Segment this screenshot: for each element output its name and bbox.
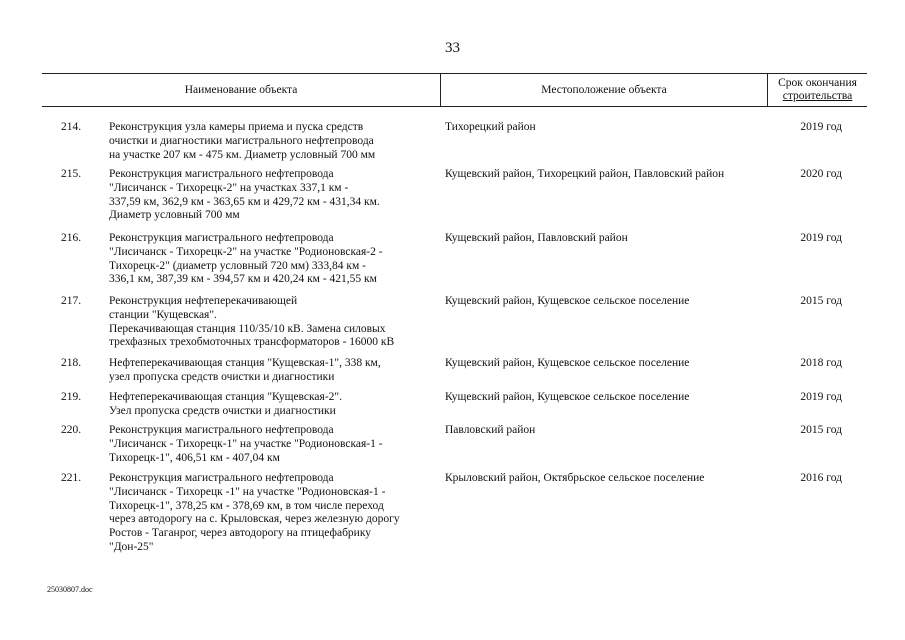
row-object-name-line: Нефтеперекачивающая станция "Кущевская-1", 338 км, bbox=[109, 357, 381, 369]
row-number: 218. bbox=[61, 357, 82, 369]
row-object-name-line: "Лисичанск - Тихорецк-2" на участке "Родионовская-2 - bbox=[109, 245, 383, 258]
row-number: 220. bbox=[61, 424, 82, 436]
row-object-name bbox=[109, 424, 439, 465]
row-object-name bbox=[109, 472, 439, 555]
row-object-name-line: "Лисичанск - Тихорецк-2" на участках 337,1 км - bbox=[109, 181, 349, 194]
row-object-name bbox=[109, 168, 439, 223]
row-object-name-line: 337,59 км, 362,9 км - 363,65 км и 429,72 км - 431,34 км. bbox=[109, 195, 380, 208]
row-object-name-line: трехфазных трехобмоточных трансформаторов - 16000 кВ bbox=[109, 336, 395, 349]
row-number: 214. bbox=[61, 121, 82, 133]
row-object-name bbox=[109, 232, 439, 287]
row-object-name-line: на участке 207 км - 475 км. Диаметр условный 700 мм bbox=[109, 148, 376, 161]
row-object-name-line: через автодорогу на с. Крыловская, через железную дорогу bbox=[109, 513, 400, 526]
row-location: Крыловский район, Октябрьское сельское поселение bbox=[445, 472, 705, 484]
row-object-name-line: Диаметр условный 700 мм bbox=[109, 209, 240, 222]
row-location: Павловский район bbox=[445, 424, 536, 436]
row-term: 2016 год bbox=[800, 472, 842, 484]
row-object-name bbox=[109, 121, 439, 162]
row-object-name-line: Реконструкция магистрального нефтепровода bbox=[109, 472, 334, 484]
header-name-label: Наименование объекта bbox=[184, 83, 298, 96]
header-name bbox=[42, 74, 441, 106]
row-location: Кущевский район, Тихорецкий район, Павловский район bbox=[445, 168, 725, 180]
row-object-name-line: "Лисичанск - Тихорецк -1" на участке "Родионовская-1 - bbox=[109, 485, 386, 498]
row-object-name bbox=[109, 357, 439, 385]
row-term: 2019 год bbox=[800, 232, 842, 244]
row-object-name-line: Реконструкция узла камеры приема и пуска средств bbox=[109, 121, 364, 133]
row-number: 216. bbox=[61, 232, 82, 244]
row-location: Тихорецкий район bbox=[445, 121, 536, 133]
header-term-line1: Срок окончания bbox=[778, 77, 857, 89]
row-number: 215. bbox=[61, 168, 82, 180]
header-term-line2: строительства bbox=[782, 90, 853, 102]
row-object-name-line: Узел пропуска средств очистки и диагностики bbox=[109, 404, 336, 417]
row-object-name-line: "Лисичанск - Тихорецк-1" на участке "Родионовская-1 - bbox=[109, 437, 383, 450]
row-term: 2020 год bbox=[800, 168, 842, 180]
row-term: 2018 год bbox=[800, 357, 842, 369]
row-number: 219. bbox=[61, 391, 82, 403]
row-object-name-line: Реконструкция магистрального нефтепровода bbox=[109, 232, 334, 244]
row-number: 217. bbox=[61, 295, 82, 307]
row-object-name-line: Реконструкция нефтеперекачивающей bbox=[109, 295, 298, 307]
row-object-name-line: Перекачивающая станция 110/35/10 кВ. Замена силовых bbox=[109, 322, 386, 335]
row-object-name-line: Тихорецк-1", 378,25 км - 378,69 км, в том числе переход bbox=[109, 499, 384, 512]
row-object-name-line: 336,1 км, 387,39 км - 394,57 км и 420,24 км - 421,55 км bbox=[109, 273, 377, 286]
row-object-name-line: Нефтеперекачивающая станция "Кущевская-2". bbox=[109, 391, 342, 403]
row-object-name-line: станции "Кущевская". bbox=[109, 308, 217, 321]
row-term: 2019 год bbox=[800, 391, 842, 403]
row-object-name-line: Ростов - Таганрог, через автодорогу на птицефабрику bbox=[109, 527, 372, 540]
row-object-name bbox=[109, 295, 439, 350]
header-location bbox=[441, 74, 768, 106]
row-location: Кущевский район, Кущевское сельское поселение bbox=[445, 391, 690, 403]
row-term: 2019 год bbox=[800, 121, 842, 133]
row-location: Кущевский район, Кущевское сельское поселение bbox=[445, 357, 690, 369]
row-object-name-line: Реконструкция магистрального нефтепровода bbox=[109, 168, 334, 180]
row-object-name bbox=[109, 391, 439, 419]
row-object-name-line: "Дон-25" bbox=[109, 540, 154, 553]
table-header bbox=[42, 73, 867, 107]
row-object-name-line: очистки и диагностики магистрального нефтепровода bbox=[109, 134, 374, 147]
row-object-name-line: Тихорецк-1", 406,51 км - 407,04 км bbox=[109, 451, 280, 464]
row-number: 221. bbox=[61, 472, 82, 484]
row-object-name-line: Тихорецк-2" (диаметр условный 720 мм) 333,84 км - bbox=[109, 259, 366, 272]
row-term: 2015 год bbox=[800, 424, 842, 436]
row-location: Кущевский район, Кущевское сельское поселение bbox=[445, 295, 690, 307]
header-term bbox=[768, 74, 867, 106]
footer-filename: 25030807.doc bbox=[47, 585, 93, 594]
row-location: Кущевский район, Павловский район bbox=[445, 232, 628, 244]
header-location-label: Местоположение объекта bbox=[541, 83, 667, 96]
row-term: 2015 год bbox=[800, 295, 842, 307]
row-object-name-line: узел пропуска средств очистки и диагностики bbox=[109, 370, 335, 383]
row-object-name-line: Реконструкция магистрального нефтепровода bbox=[109, 424, 334, 436]
page-number: 33 bbox=[445, 40, 460, 56]
